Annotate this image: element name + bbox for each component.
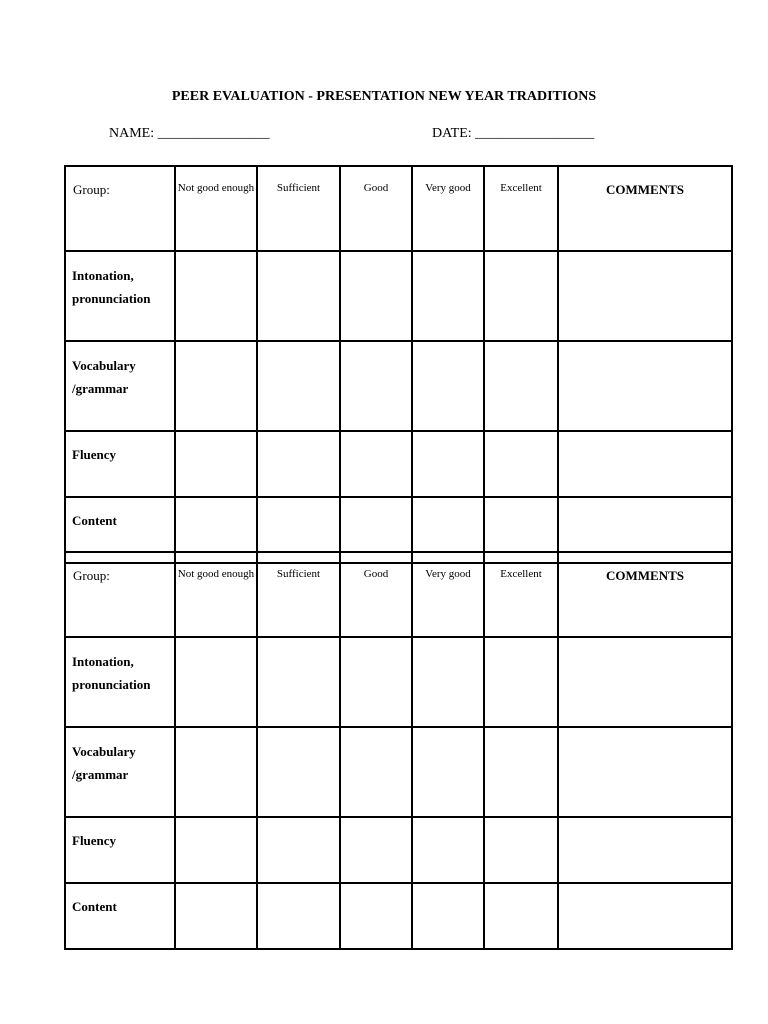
rating-not-good-enough: Not good enough (175, 166, 257, 251)
rating-cell[interactable] (257, 883, 340, 949)
rating-good: Good (340, 166, 412, 251)
table-row (65, 637, 732, 727)
rating-cell[interactable] (257, 431, 340, 497)
criterion-fluency: Fluency (65, 431, 175, 497)
table-row (65, 727, 732, 817)
name-blank: ________________ (157, 126, 270, 141)
rating-cell[interactable] (412, 431, 484, 497)
rating-cell[interactable] (175, 817, 257, 883)
comments-header: COMMENTS (558, 552, 732, 637)
rating-cell[interactable] (484, 431, 558, 497)
criterion-intonation: Intonation, pronunciation (65, 251, 175, 341)
criterion-content: Content (65, 497, 175, 563)
rating-cell[interactable] (175, 431, 257, 497)
rating-excellent: Excellent (484, 552, 558, 637)
group-label: Group: (65, 552, 175, 637)
rating-cell[interactable] (175, 883, 257, 949)
group-label: Group: (65, 166, 175, 251)
evaluation-table-1 (64, 165, 733, 564)
table-row (65, 341, 732, 431)
rating-cell[interactable] (484, 817, 558, 883)
criterion-intonation: Intonation, pronunciation (65, 637, 175, 727)
rating-cell[interactable] (175, 251, 257, 341)
table-row (65, 883, 732, 949)
rating-cell[interactable] (484, 341, 558, 431)
table-row (65, 817, 732, 883)
criterion-vocabulary: Vocabulary /grammar (65, 341, 175, 431)
rating-cell[interactable] (257, 637, 340, 727)
rating-cell[interactable] (340, 727, 412, 817)
date-blank: _________________ (475, 126, 595, 141)
rating-cell[interactable] (484, 883, 558, 949)
criterion-fluency: Fluency (65, 817, 175, 883)
date-field[interactable] (432, 126, 594, 142)
rating-cell[interactable] (175, 341, 257, 431)
rating-cell[interactable] (340, 883, 412, 949)
rating-cell[interactable] (340, 431, 412, 497)
rating-cell[interactable] (340, 341, 412, 431)
comment-cell[interactable] (558, 817, 732, 883)
rating-cell[interactable] (257, 341, 340, 431)
rating-cell[interactable] (257, 817, 340, 883)
rating-cell[interactable] (175, 727, 257, 817)
comments-header: COMMENTS (558, 166, 732, 251)
page-title: PEER EVALUATION - PRESENTATION NEW YEAR TRADITIONS (171, 89, 597, 104)
comment-cell[interactable] (558, 251, 732, 341)
table-row (65, 431, 732, 497)
name-label: NAME: (109, 126, 155, 141)
comment-cell[interactable] (558, 637, 732, 727)
header-row (65, 166, 732, 251)
rating-cell[interactable] (412, 817, 484, 883)
rating-cell[interactable] (484, 637, 558, 727)
rating-cell[interactable] (340, 817, 412, 883)
rating-cell[interactable] (412, 727, 484, 817)
evaluation-table-2 (64, 551, 733, 950)
rating-cell[interactable] (412, 883, 484, 949)
rating-good: Good (340, 552, 412, 637)
header-row (65, 552, 732, 637)
rating-cell[interactable] (257, 727, 340, 817)
comment-cell[interactable] (558, 431, 732, 497)
criterion-content: Content (65, 883, 175, 949)
comment-cell[interactable] (558, 341, 732, 431)
rating-not-good-enough: Not good enough (175, 552, 257, 637)
rating-cell[interactable] (257, 251, 340, 341)
table-row (65, 251, 732, 341)
rating-cell[interactable] (412, 341, 484, 431)
rating-cell[interactable] (412, 251, 484, 341)
rating-excellent: Excellent (484, 166, 558, 251)
date-label: DATE: (432, 126, 472, 141)
rating-sufficient: Sufficient (257, 552, 340, 637)
rating-very-good: Very good (412, 552, 484, 637)
comment-cell[interactable] (558, 727, 732, 817)
comment-cell[interactable] (558, 883, 732, 949)
rating-cell[interactable] (340, 637, 412, 727)
rating-cell[interactable] (175, 637, 257, 727)
rating-cell[interactable] (484, 727, 558, 817)
rating-very-good: Very good (412, 166, 484, 251)
criterion-vocabulary: Vocabulary /grammar (65, 727, 175, 817)
rating-cell[interactable] (340, 251, 412, 341)
rating-cell[interactable] (412, 637, 484, 727)
rating-cell[interactable] (484, 251, 558, 341)
rating-sufficient: Sufficient (257, 166, 340, 251)
name-field[interactable] (109, 126, 270, 142)
